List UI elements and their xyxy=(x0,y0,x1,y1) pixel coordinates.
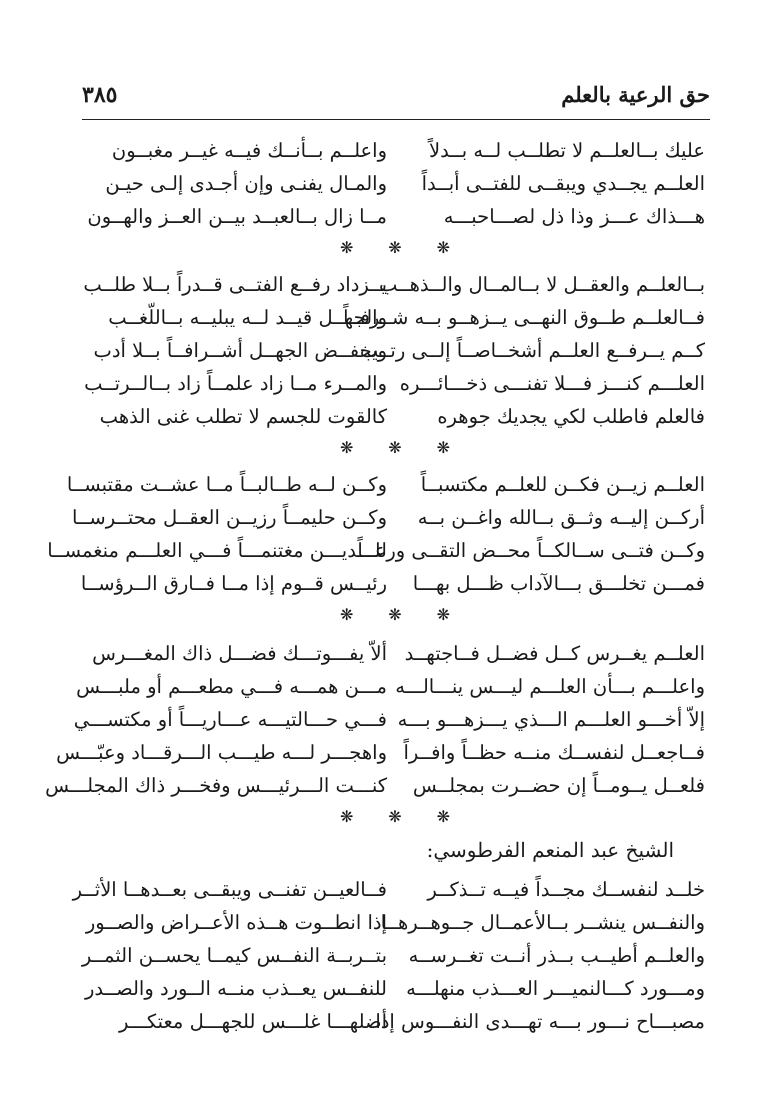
verse-left-hemistich: والمـال يفنـى وإن أجـدى إلـى حيـن xyxy=(105,172,387,195)
verse-right-hemistich: إلاّ أخـــو العلـــم الـــذي يـــزهـــو بـــه xyxy=(397,708,705,731)
verse-right-hemistich: العلــم زيــن فكــن للعلــم مكتسبــاً xyxy=(420,473,705,496)
verse-right-hemistich: واعلـــم بـــأن العلـــم ليـــس ينـــالـــه xyxy=(395,675,705,698)
running-title: حق الرعية بالعلم xyxy=(561,82,710,107)
verse-right-hemistich: فمـــن تخلـــق بـــالآداب ظـــل بهـــا xyxy=(412,572,705,595)
separator-star: ❋ xyxy=(340,238,354,257)
verse-right-hemistich: بــالعلــم والعقــل لا بــالمــال والــذهــب xyxy=(379,273,705,296)
separator-star: ❋ xyxy=(340,807,354,826)
separator-star: ❋ xyxy=(388,438,402,457)
verse-left-hemistich: والجهــل قيــد لــه يبليــه بــاللّغــب xyxy=(108,306,387,329)
separator-star: ❋ xyxy=(388,238,402,257)
verse-left-hemistich: كنـــت الـــرئيـــس وفخـــر ذاك المجلـــس xyxy=(45,774,387,797)
verse-right-hemistich: العلــم يغــرس كــل فضــل فــاجتهــد xyxy=(404,642,705,665)
verse-right-hemistich: فــالعلــم طــوق النهــى يــزهــو بــه شــرفــاً xyxy=(343,306,705,329)
verse-right-hemistich: كــم يــرفــع العلــم أشخــاصــاً إلــى رتــب xyxy=(359,339,705,362)
verse-left-hemistich: يــزداد رفــع الفتــى قــدراً بــلا طلــب xyxy=(83,273,387,296)
verse-right-hemistich: هـــذاك عـــز وذا ذل لصـــاحبـــه xyxy=(443,205,705,228)
stanza-separator xyxy=(340,436,450,460)
verse-left-hemistich: فـــي حـــالتيـــه عـــاريـــاً أو مكتســـي xyxy=(73,708,387,731)
page-number: ٣٨٥ xyxy=(82,82,118,108)
verse-right-hemistich: مصبـــاح نـــور بـــه تهـــدى النفـــوس إذا xyxy=(375,1010,705,1033)
verse-left-hemistich: واهجـــر لـــه طيـــب الـــرقـــاد وعبّـــس xyxy=(56,741,387,764)
header-rule xyxy=(82,119,710,120)
verse-right-hemistich: أركــن إليــه وثــق بــالله واغــن بــه xyxy=(417,506,705,529)
verse-right-hemistich: العلــم يجــدي ويبقــى للفتــى أبــداً xyxy=(421,172,705,195)
verse-right-hemistich: فلعــل يــومــاً إن حضــرت بمجلــس xyxy=(412,774,705,797)
verse-left-hemistich: مـــن همـــه فـــي مطعـــم أو ملبـــس xyxy=(76,675,387,698)
separator-star: ❋ xyxy=(436,807,450,826)
verse-right-hemistich: ومـــورد كـــالنميـــر العـــذب منهلـــه xyxy=(406,977,705,1000)
verse-right-hemistich: والنفــس ينشــر بــالأعمــال جــوهــرهــا xyxy=(380,911,705,934)
verse-left-hemistich: وكــن حليمــاً رزيــن العقــل محتــرســا xyxy=(72,506,387,529)
verse-right-hemistich: والعلــم أطيــب بــذر أنــت تغــرســه xyxy=(408,944,705,967)
verse-right-hemistich: وكــن فتــى ســالكــاً محــض التقــى ورعــاً xyxy=(357,539,705,562)
verse-right-hemistich: فــاجعــل لنفســك منــه حظــاً وافــراً xyxy=(403,741,705,764)
separator-star: ❋ xyxy=(340,438,354,457)
verse-left-hemistich: وكــن لــه طــالبــاً مــا عشــت مقتبســا xyxy=(66,473,387,496)
verse-left-hemistich: مــا زال بــالعبــد بيــن العــز والهــون xyxy=(87,205,387,228)
verse-right-hemistich: عليك بــالعلــم لا تطلــب لــه بــدلاً xyxy=(428,139,705,162)
verse-right-hemistich: فالعلم فاطلب لكي يجديك جوهره xyxy=(437,405,705,428)
poet-attribution: الشيخ عبد المنعم الفرطوسي: xyxy=(426,838,674,862)
verse-left-hemistich: للنفــس يعــذب منــه الــورد والصــدر xyxy=(84,977,387,1000)
verse-left-hemistich: واعلــم بــأنــك فيــه غيــر مغبــون xyxy=(111,139,387,162)
separator-star: ❋ xyxy=(388,807,402,826)
verse-right-hemistich: العلـــم كنـــز فـــلا تفنـــى ذخـــائـــره xyxy=(399,372,705,395)
verse-left-hemistich: فــالعيــن تفنــى ويبقــى بعــدهــا الأثــر xyxy=(72,878,387,901)
separator-star: ❋ xyxy=(436,605,450,624)
stanza-separator xyxy=(340,603,450,627)
separator-star: ❋ xyxy=(340,605,354,624)
verse-left-hemistich: والمــرء مــا زاد علمــاً زاد بــالــرتــب xyxy=(84,372,387,395)
separator-star: ❋ xyxy=(436,238,450,257)
verse-left-hemistich: للـــديـــن مغتنمـــاً فـــي العلـــم منغمســا xyxy=(47,539,387,562)
verse-left-hemistich: كالقوت للجسم لا تطلب غنى الذهب xyxy=(99,405,387,428)
separator-star: ❋ xyxy=(388,605,402,624)
verse-left-hemistich: ألاّ يفـــوتـــك فضـــل ذاك المغـــرس xyxy=(92,642,387,665)
verse-right-hemistich: خلــد لنفســك مجــداً فيــه تــذكــر xyxy=(427,878,705,901)
verse-left-hemistich: رئيــس قــوم إذا مــا فــارق الــرؤســا xyxy=(80,572,387,595)
verse-left-hemistich: بتــربــة النفــس كيمــا يحســن الثمــر xyxy=(81,944,387,967)
page-header xyxy=(82,80,710,120)
verse-left-hemistich: إذا انطــوت هــذه الأعــراض والصــور xyxy=(85,911,387,934)
verse-left-hemistich: ويخفــض الجهــل أشــرافــاً بــلا أدب xyxy=(93,339,387,362)
separator-star: ❋ xyxy=(436,438,450,457)
stanza-separator xyxy=(340,236,450,260)
stanza-separator xyxy=(340,805,450,829)
verse-left-hemistich: أضلهـــا غلـــس للجهـــل معتكـــر xyxy=(118,1010,387,1033)
